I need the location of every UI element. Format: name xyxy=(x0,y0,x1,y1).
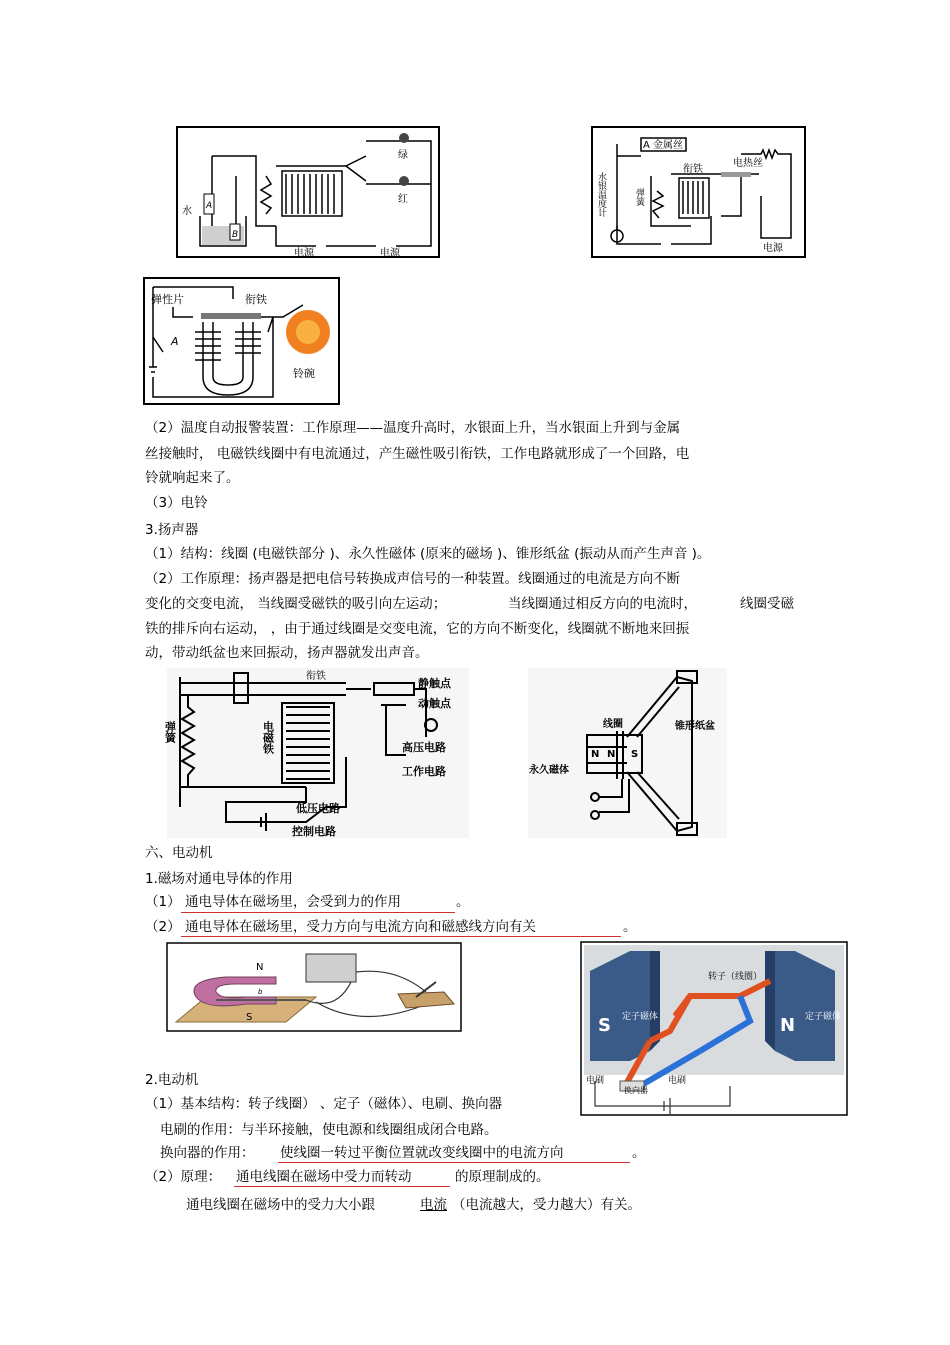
temperature-alarm-diagram xyxy=(591,126,806,258)
force-item-2-prefix: （2） xyxy=(145,919,181,935)
force-item-1-end: 。 xyxy=(456,894,470,910)
fig6-s-label: S xyxy=(246,1012,253,1023)
force-item-1-underline xyxy=(181,912,455,913)
fig7-s-label: S xyxy=(598,1015,611,1036)
fig1-water-label: 水 xyxy=(182,206,192,217)
fig4-armature-label: 衔铁 xyxy=(306,671,326,682)
force-item-2-end: 。 xyxy=(623,919,637,935)
speaker-heading: 3.扬声器 xyxy=(145,522,199,538)
fig5-n2-label: N xyxy=(607,749,616,760)
speaker-principle-line2a: 变化的交变电流， 当线圈受磁铁的吸引向左运动； xyxy=(145,596,447,612)
fig7-brush-right-label: 电刷 xyxy=(668,1076,687,1086)
fig7-commutator-label: 换向器 xyxy=(624,1086,648,1095)
fig4-control-label: 控制电路 xyxy=(292,825,336,838)
force-item-2-underline xyxy=(181,936,621,937)
magnetic-force-heading: 1.磁场对通电导体的作用 xyxy=(145,871,293,887)
fig4-moving-contact-label: 动触点 xyxy=(418,697,451,710)
bell-heading: （3）电铃 xyxy=(145,495,208,511)
fig1-green-label: 绿 xyxy=(398,150,408,161)
motor-diagram xyxy=(580,941,848,1116)
fig7-stator-right-label: 定子磁体 xyxy=(805,1012,842,1022)
fig1-a-label: A xyxy=(206,201,213,211)
fig2-armature-label: 衔铁 xyxy=(683,164,703,175)
fig4-work-label: 工作电路 xyxy=(402,765,446,778)
fig6-n-label: N xyxy=(256,962,264,973)
fig4-hv-label: 高压电路 xyxy=(402,741,446,754)
fig5-cone-label: 锥形纸盆 xyxy=(675,721,715,732)
commutator-function-underline xyxy=(278,1162,630,1163)
fig7-stator-left-label: 定子磁体 xyxy=(622,1012,659,1022)
fig3-bell-label: 铃碗 xyxy=(293,367,315,380)
commutator-function-answer: 使线圈一转过平衡位置就改变线圈中的电流方向 xyxy=(280,1145,564,1161)
fig7-brush-left-label: 电刷 xyxy=(586,1076,605,1086)
speaker-principle-line1: （2）工作原理：扬声器是把电信号转换成声信号的一种装置。线圈通过的电流是方向不断 xyxy=(145,571,681,587)
commutator-function-prefix: 换向器的作用： xyxy=(160,1145,255,1161)
speaker-structure: （1）结构：线圈 (电磁铁部分 )、永久性磁体 (原来的磁场 )、锥形纸盆 (振动从而产生声音 )。 xyxy=(145,546,711,562)
fig6-b-label: b xyxy=(258,988,263,996)
electric-bell-diagram xyxy=(143,277,340,405)
fig1-power1-label: 电源 xyxy=(294,248,314,259)
fig5-s-label: S xyxy=(631,749,639,760)
fig4-spring-label: 弹簧 xyxy=(163,721,177,743)
motor-principle-prefix: （2）原理： xyxy=(145,1169,222,1185)
motor-heading: 六、电动机 xyxy=(145,845,213,861)
alarm-para-line1: （2）温度自动报警装置：工作原理——温度升高时，水银面上升，当水银面上升到与金属 xyxy=(145,420,681,436)
fig7-n-label: N xyxy=(780,1015,796,1036)
speaker-principle-line3: 铁的排斥向右运动， ，由于通过线圈是交变电流，它的方向不断变化，线圈就不断地来回振 xyxy=(145,621,690,637)
fig2-spring-label: 弹簧 xyxy=(634,188,644,206)
force-item-1-prefix: （1） xyxy=(145,894,181,910)
fig1-red-label: 红 xyxy=(398,194,408,205)
force-item-2-answer: 通电导体在磁场里，受力方向与电流方向和磁感线方向有关 xyxy=(185,919,536,935)
alarm-para-line2: 丝接触时， 电磁铁线圈中有电流通过，产生磁性吸引衔铁，工作电路就形成了一个回路，电 xyxy=(145,446,690,462)
motor-structure: （1）基本结构：转子线圈） 、定子（磁体）、电刷、换向器 xyxy=(145,1096,503,1112)
fig2-heater-label: 电热丝 xyxy=(733,158,763,169)
fig2-metal-wire-label: A 金属丝 xyxy=(643,140,684,151)
speaker-diagram xyxy=(527,667,728,839)
fig2-thermometer-label: 水银温度计 xyxy=(596,172,606,217)
fig4-lv-label: 低压电路 xyxy=(296,802,340,815)
brush-function: 电刷的作用：与半环接触，使电源和线圈组成闭合电路。 xyxy=(160,1122,498,1138)
fig3-spring-plate-label: 弹性片 xyxy=(151,293,184,306)
fig3-armature-label: 衔铁 xyxy=(245,293,267,306)
force-magnitude-prefix: 通电线圈在磁场中的受力大小跟 xyxy=(186,1197,375,1213)
motor-subheading: 2.电动机 xyxy=(145,1072,199,1088)
speaker-principle-line2c: 线圈受磁 xyxy=(740,596,794,612)
motor-principle-end: 的原理制成的。 xyxy=(455,1169,550,1185)
fig5-coil-label: 线圈 xyxy=(603,719,623,730)
conductor-experiment-diagram xyxy=(166,942,462,1032)
relay-diagram xyxy=(163,667,470,839)
fig4-static-contact-label: 静触点 xyxy=(418,677,451,690)
force-magnitude-end: （电流越大，受力越大）有关。 xyxy=(452,1197,641,1213)
speaker-principle-line2b: 当线圈通过相反方向的电流时， xyxy=(508,596,697,612)
fig3-a-label: A xyxy=(171,335,179,348)
water-level-alarm-diagram xyxy=(176,126,440,258)
motor-principle-answer: 通电线圈在磁场中受力而转动 xyxy=(236,1169,412,1185)
fig7-rotor-label: 转子（线圈） xyxy=(708,972,763,982)
fig2-power-label: 电源 xyxy=(763,243,783,254)
motor-principle-underline xyxy=(234,1186,450,1187)
commutator-function-end: 。 xyxy=(632,1145,646,1161)
force-magnitude-answer: 电流 xyxy=(420,1197,447,1213)
speaker-principle-line4: 动，带动纸盆也来回振动，扬声器就发出声音。 xyxy=(145,645,429,661)
fig5-magnet-label: 永久磁体 xyxy=(529,765,569,776)
fig1-power2-label: 电源 xyxy=(380,248,400,259)
fig1-b-label: B xyxy=(232,230,239,240)
force-item-1-answer: 通电导体在磁场里，会受到力的作用 xyxy=(185,894,401,910)
alarm-para-line3: 铃就响起来了。 xyxy=(145,470,240,486)
fig5-n1-label: N xyxy=(591,749,600,760)
fig4-electromagnet-label: 电磁铁 xyxy=(261,721,275,754)
